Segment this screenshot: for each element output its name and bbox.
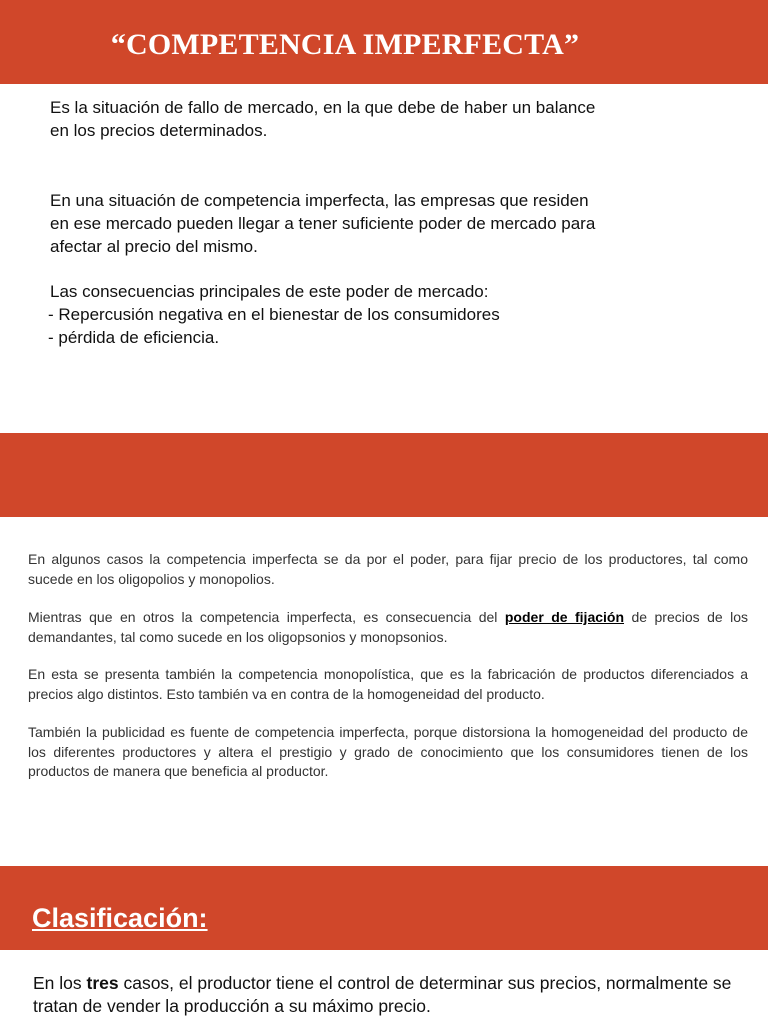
body-paragraph-demandantes (28, 608, 748, 647)
paragraph-text: casos, el productor tiene el control de determinar sus precios, normalmente se tratan de vender la producción a su máximo precio. (33, 973, 732, 1016)
title-banner (0, 0, 768, 84)
consequences-intro: Las consecuencias principales de este poder de mercado: (50, 282, 489, 301)
definition-line: en los precios determinados. (50, 121, 268, 140)
tres-emphasis: tres (86, 973, 119, 993)
paragraph-text: En los (33, 973, 87, 993)
clasificacion-heading: Clasificación: (32, 903, 208, 933)
divider-banner (0, 433, 768, 517)
body-paragraph-monopolistica: En esta se presenta también la competencia monopolística, que es la fabricación de productos diferenciados a precios algo distintos. Esto también va en contra de la homogeneidad del producto. (28, 666, 748, 702)
market-power-line: En una situación de competencia imperfecta, las empresas que residen (50, 191, 589, 210)
market-power-line: afectar al precio del mismo. (50, 237, 258, 256)
definition-paragraph (50, 96, 690, 142)
paragraph-text: de precios de los demandantes, tal como sucede en los oligopsonios y monopsonios. (28, 609, 748, 645)
paragraph-text: Mientras que en otros la competencia imperfecta, es consecuencia del (28, 609, 505, 625)
clasificacion-paragraph (33, 972, 733, 1018)
body-paragraph-productores: En algunos casos la competencia imperfecta se da por el poder, para fijar precio de los productores, tal como sucede en los oligopolios y monopolios. (28, 551, 748, 587)
body-paragraph-publicidad: También la publicidad es fuente de competencia imperfecta, porque distorsiona la homogeneidad del producto de los diferentes productores y altera el prestigio y grado de conocimiento que los consumidores tienen de los productos de manera que beneficia al productor. (28, 724, 748, 779)
poder-de-fijacion-link[interactable]: poder de fijación (504, 609, 625, 625)
definition-line: Es la situación de fallo de mercado, en la que debe de haber un balance (50, 98, 596, 117)
consequence-bullet: - pérdida de eficiencia. (48, 328, 220, 347)
market-power-line: en ese mercado pueden llegar a tener suficiente poder de mercado para (50, 214, 596, 233)
consequences-paragraph (50, 280, 690, 349)
consequence-bullet: - Repercusión negativa en el bienestar de los consumidores (48, 305, 500, 324)
page-title: “COMPETENCIA IMPERFECTA” (110, 28, 580, 61)
market-power-paragraph (50, 189, 690, 258)
